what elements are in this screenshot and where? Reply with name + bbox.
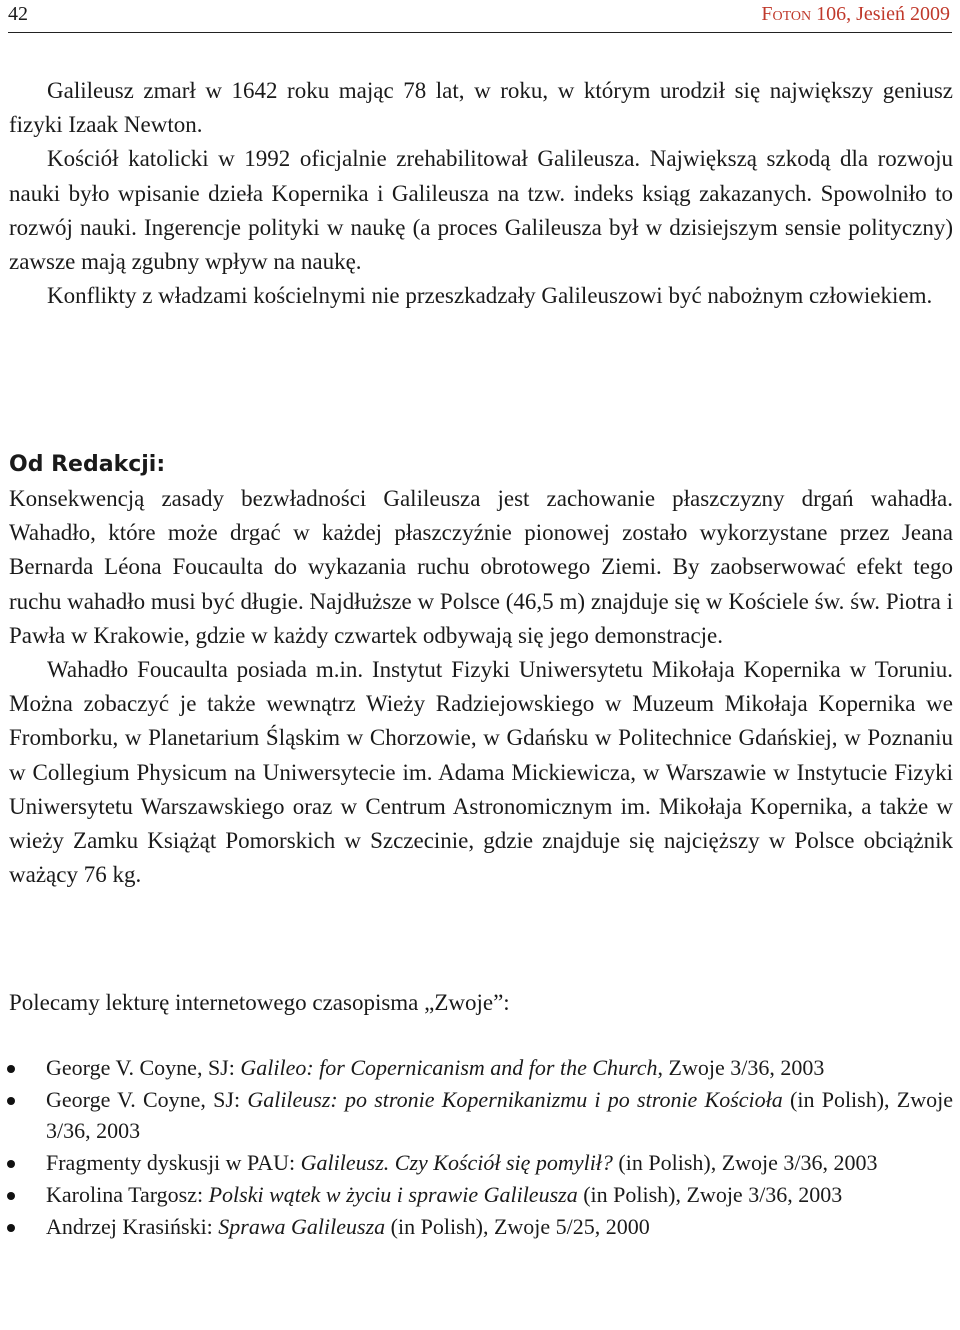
- editor-note-heading: Od Redakcji:: [9, 452, 166, 477]
- bullet-icon: [7, 1224, 15, 1232]
- intro-section: [9, 74, 953, 313]
- journal-initial: F: [761, 3, 773, 25]
- bibliography-title: Polski wątek w życiu i sprawie Galileusza: [208, 1182, 578, 1207]
- bibliography-author: Karolina Targosz:: [46, 1182, 209, 1207]
- journal-issue-text: 106, Jesień 2009: [811, 3, 950, 25]
- bibliography-item: [0, 1147, 953, 1178]
- intro-paragraph-2: Kościół katolicki w 1992 oficjalnie zrehabilitował Galileusza. Największą szkodą dla rozwoju nauki było wpisanie dzieła Kopernika i Galileusza na tzw. indeks ksiąg zakazanych. Spowolniło to rozwój nauki. Ingerencje polityki w naukę (a proces Galileusza był w dzisiejszym sensie polityczny) zawsze mają zgubny wpływ na naukę.: [9, 146, 953, 275]
- running-header: [8, 0, 952, 33]
- bibliography-author: Fragmenty dyskusji w PAU:: [46, 1150, 301, 1175]
- editor-note-paragraph-1: Konsekwencją zasady bezwładności Galileusza jest zachowanie płaszczyzny drgań wahadła. Wahadło, które może drgać w każdej płaszczyźnie pionowej zostało wykorzystane przez Jeana Bernarda Léona Foucaulta do wykazania ruchu obrotowego Ziemi. By zaobserwować efekt tego ruchu wahadło musi być długie. Najdłuższe w Polsce (46,5 m) znajduje się w Kościele św. św. Piotra i Pawła w Krakowie, gdzie w każdy czwartek odbywają się jego demonstracje.: [9, 486, 953, 648]
- bullet-icon: [7, 1160, 15, 1168]
- bullet-icon: [7, 1065, 15, 1073]
- bibliography-author: George V. Coyne, SJ:: [46, 1055, 241, 1080]
- bibliography-suffix: (in Polish), Zwoje 3/36, 2003: [612, 1150, 878, 1175]
- journal-issue-label: [761, 3, 950, 26]
- bibliography-title: Galileo: for Copernicanism and for the Church: [240, 1055, 658, 1080]
- recommendation-line: Polecamy lekturę internetowego czasopisma „Zwoje”:: [9, 990, 510, 1015]
- bibliography-title: Galileusz: po stronie Kopernikanizmu i po stronie Kościoła: [247, 1087, 783, 1112]
- bibliography-suffix: (in Polish), Zwoje 3/36, 2003: [46, 1087, 953, 1143]
- intro-paragraph-1: Galileusz zmarł w 1642 roku mając 78 lat, w roku, w którym urodził się największy geniusz fizyki Izaak Newton.: [9, 78, 953, 138]
- editor-note-section: [9, 448, 953, 892]
- bullet-icon: [7, 1097, 15, 1105]
- bibliography-list: [0, 1052, 953, 1243]
- bullet-icon: [7, 1192, 15, 1200]
- bibliography-suffix: (in Polish), Zwoje 3/36, 2003: [577, 1182, 843, 1207]
- bibliography-item: [0, 1084, 953, 1146]
- bibliography-suffix: (in Polish), Zwoje 5/25, 2000: [385, 1214, 650, 1239]
- bibliography-item: [0, 1211, 953, 1242]
- bibliography-item: [0, 1179, 953, 1210]
- editor-note-paragraph-2: Wahadło Foucaulta posiada m.in. Instytut Fizyki Uniwersytetu Mikołaja Kopernika w Toruniu. Można zobaczyć je także wewnątrz Wieży Radziejowskiego w Muzeum Mikołaja Kopernika we Fromborku, w Planetarium Śląskim w Chorzowie, w Gdańsku w Politechnice Gdańskiej, w Poznaniu w Collegium Physicum na Uniwersytecie im. Adama Mickiewicza, w Warszawie w Instytucie Fizyki Uniwersytetu Warszawskiego oraz w Centrum Astronomicznym im. Mikołaja Kopernika, a także w wieży Zamku Książąt Pomorskich w Szczecinie, gdzie znajduje się najcięższy w Polsce obciążnik ważący 76 kg.: [9, 657, 953, 888]
- bibliography-item: [0, 1052, 953, 1083]
- journal-name-rest: oton: [772, 3, 812, 25]
- bibliography-author: Andrzej Krasiński:: [46, 1214, 219, 1239]
- bibliography-title: Galileusz. Czy Kościół się pomylił?: [300, 1150, 613, 1175]
- intro-paragraph-3: Konflikty z władzami kościelnymi nie przeszkadzały Galileuszowi być nabożnym człowiekiem.: [47, 283, 933, 309]
- bibliography-author: George V. Coyne, SJ:: [46, 1087, 248, 1112]
- bibliography-title: Sprawa Galileusza: [218, 1214, 386, 1239]
- page-number: 42: [8, 3, 28, 25]
- bibliography-suffix: , Zwoje 3/36, 2003: [657, 1055, 825, 1080]
